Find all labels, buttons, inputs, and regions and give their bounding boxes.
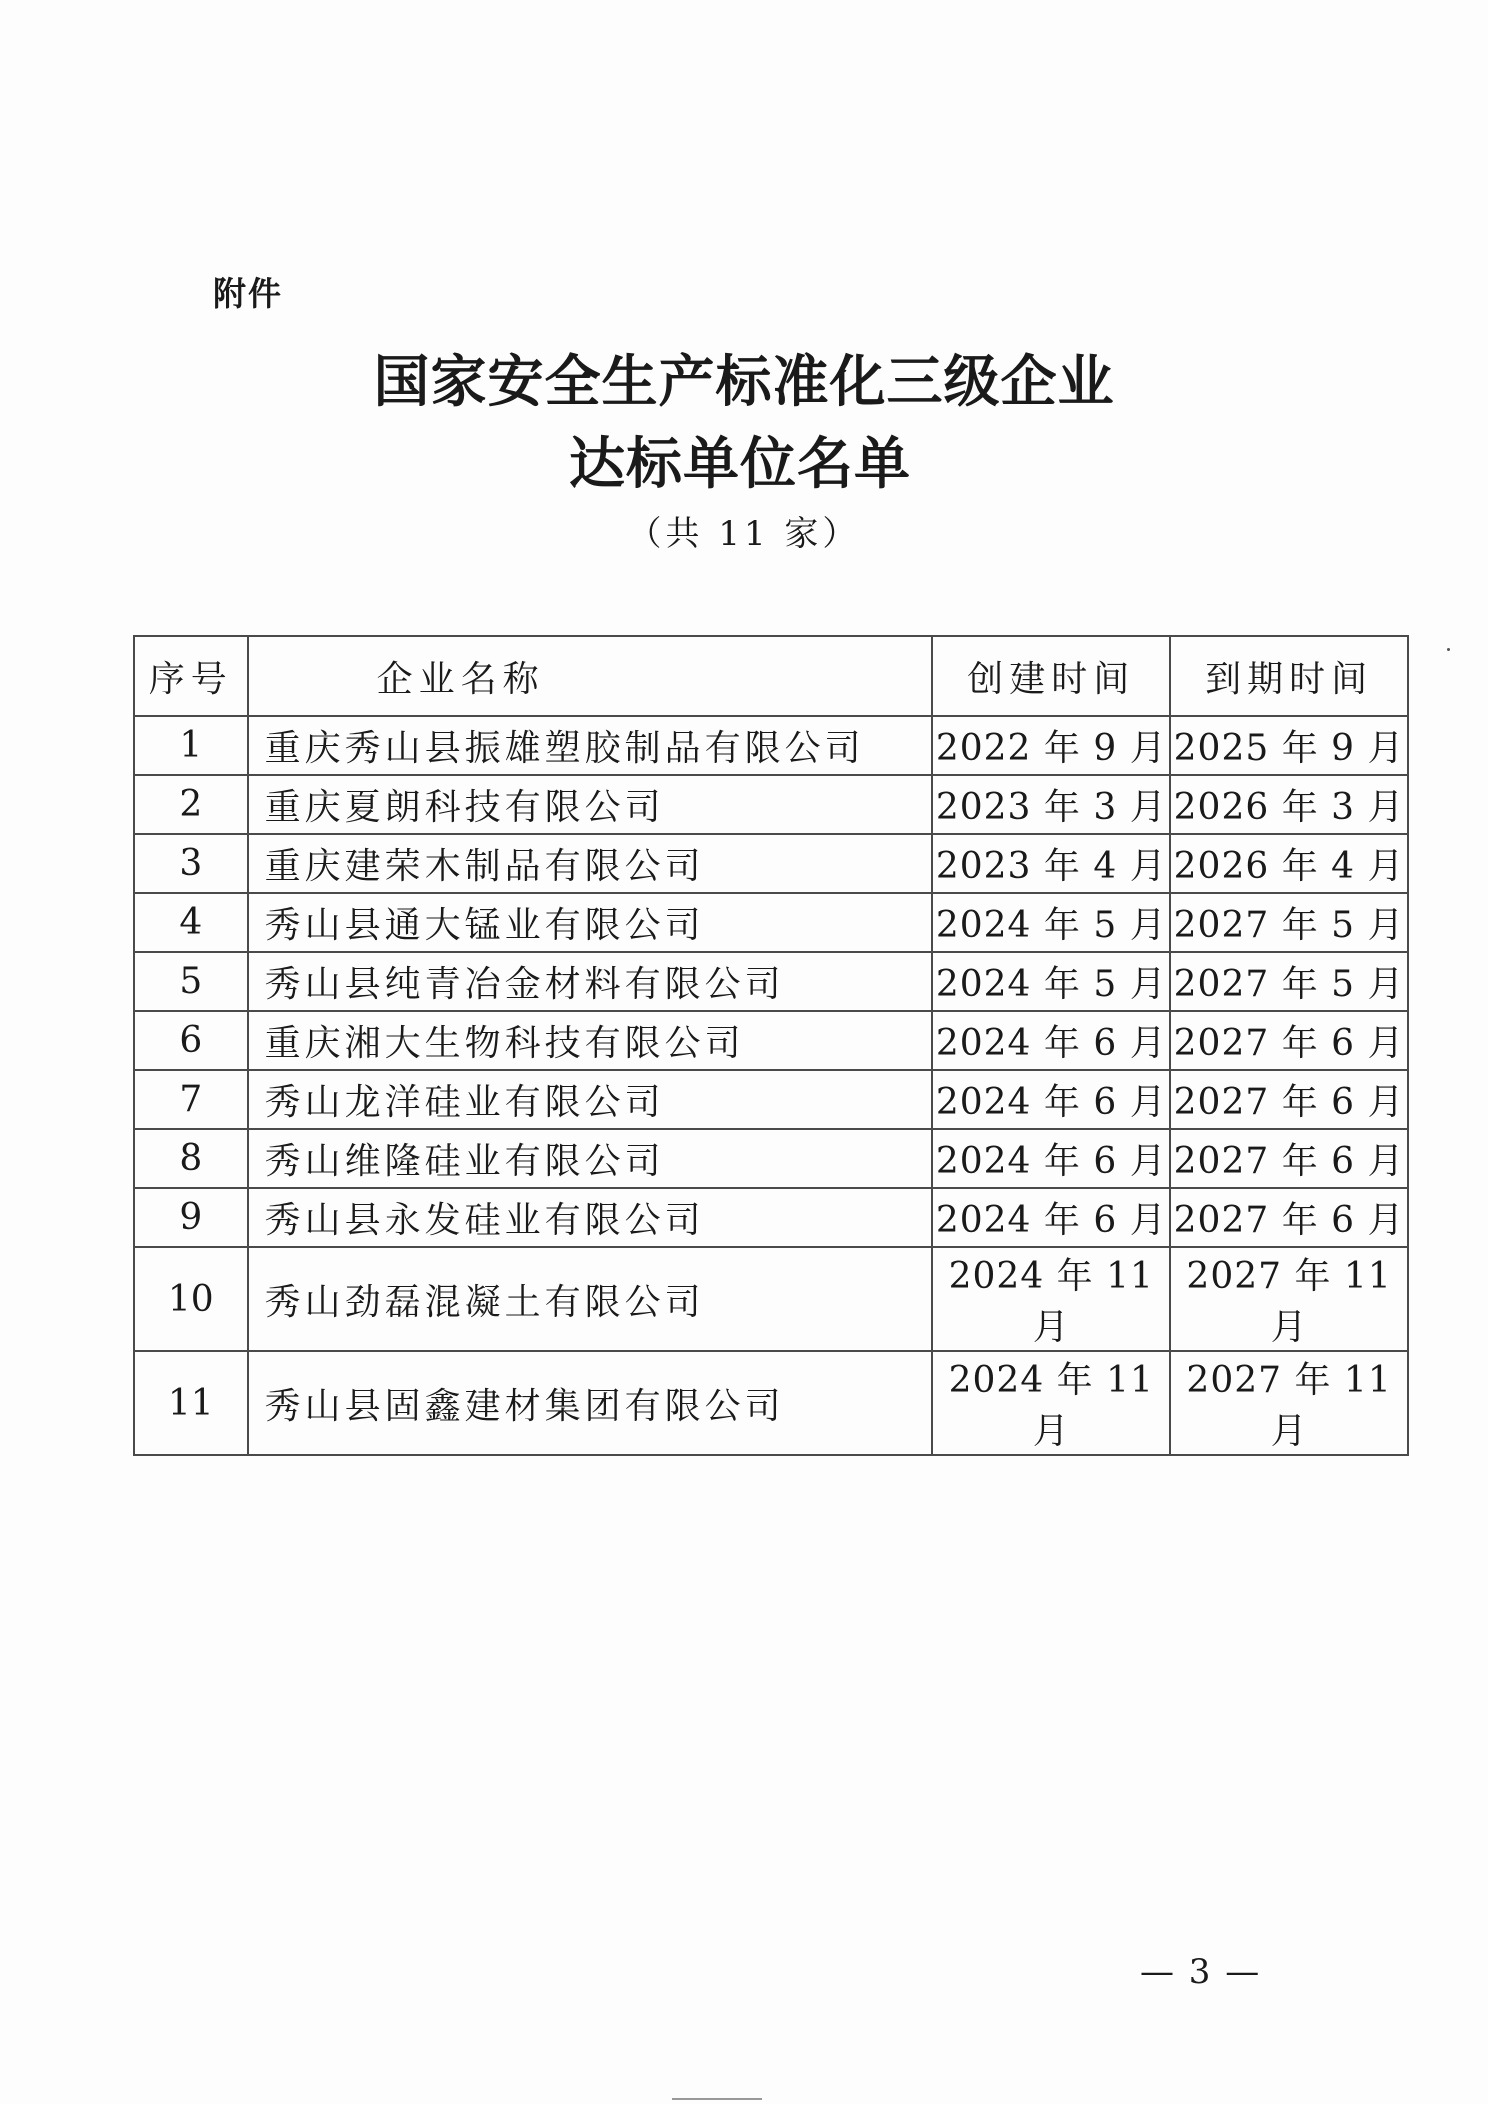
cell-end: 2026 年 4 月 (1170, 834, 1408, 893)
cell-end: 2027 年 5 月 (1170, 893, 1408, 952)
cell-start: 2024 年 6 月 (932, 1129, 1170, 1188)
cell-name: 秀山县通大锰业有限公司 (248, 893, 933, 952)
table-row (134, 834, 1408, 893)
cell-name: 重庆湘大生物科技有限公司 (248, 1011, 933, 1070)
page-number: — 3 — (1140, 1952, 1262, 1992)
table-row (134, 1011, 1408, 1070)
cell-start: 2024 年 5 月 (932, 952, 1170, 1011)
scan-speck (1447, 648, 1450, 651)
table-header-row (134, 636, 1408, 716)
cell-end: 2025 年 9 月 (1170, 716, 1408, 775)
cell-end: 2027 年 11 月 (1170, 1351, 1408, 1455)
table-row (134, 952, 1408, 1011)
cell-name: 重庆建荣木制品有限公司 (248, 834, 933, 893)
cell-no: 9 (134, 1188, 248, 1247)
cell-no: 5 (134, 952, 248, 1011)
page-title-line-1: 国家安全生产标准化三级企业 (373, 350, 1115, 415)
cell-start: 2024 年 6 月 (932, 1070, 1170, 1129)
cell-name: 秀山县纯青冶金材料有限公司 (248, 952, 933, 1011)
table-row (134, 1247, 1408, 1351)
cell-end: 2027 年 6 月 (1170, 1188, 1408, 1247)
cell-no: 2 (134, 775, 248, 834)
cell-name: 重庆夏朗科技有限公司 (248, 775, 933, 834)
cell-start: 2024 年 5 月 (932, 893, 1170, 952)
cell-end: 2027 年 6 月 (1170, 1129, 1408, 1188)
cell-start: 2024 年 6 月 (932, 1011, 1170, 1070)
cell-name: 重庆秀山县振雄塑胶制品有限公司 (248, 716, 933, 775)
table-row (134, 893, 1408, 952)
cell-start: 2022 年 9 月 (932, 716, 1170, 775)
cell-no: 4 (134, 893, 248, 952)
cell-name: 秀山劲磊混凝土有限公司 (248, 1247, 933, 1351)
cell-start: 2023 年 4 月 (932, 834, 1170, 893)
cell-end: 2027 年 6 月 (1170, 1070, 1408, 1129)
header-end: 到期时间 (1170, 636, 1408, 716)
cell-no: 7 (134, 1070, 248, 1129)
header-start: 创建时间 (932, 636, 1170, 716)
cell-no: 8 (134, 1129, 248, 1188)
page-title-line-2: 达标单位名单 (569, 432, 911, 497)
attachment-label: 附件 (213, 274, 283, 313)
cell-end: 2026 年 3 月 (1170, 775, 1408, 834)
cell-start: 2023 年 3 月 (932, 775, 1170, 834)
cell-name: 秀山维隆硅业有限公司 (248, 1129, 933, 1188)
cell-name: 秀山县永发硅业有限公司 (248, 1188, 933, 1247)
cell-end: 2027 年 11 月 (1170, 1247, 1408, 1351)
cell-no: 3 (134, 834, 248, 893)
table-row (134, 716, 1408, 775)
cell-name: 秀山龙洋硅业有限公司 (248, 1070, 933, 1129)
table-row (134, 1188, 1408, 1247)
header-name: 企业名称 (248, 636, 933, 716)
cell-no: 10 (134, 1247, 248, 1351)
company-list-table (133, 635, 1409, 1456)
table-row (134, 1351, 1408, 1455)
table-row (134, 1129, 1408, 1188)
cell-start: 2024 年 11 月 (932, 1351, 1170, 1455)
cell-name: 秀山县固鑫建材集团有限公司 (248, 1351, 933, 1455)
cell-start: 2024 年 6 月 (932, 1188, 1170, 1247)
cell-no: 6 (134, 1011, 248, 1070)
cell-no: 1 (134, 716, 248, 775)
cell-end: 2027 年 6 月 (1170, 1011, 1408, 1070)
cell-no: 11 (134, 1351, 248, 1455)
company-count: （共 11 家） (627, 514, 861, 554)
cell-end: 2027 年 5 月 (1170, 952, 1408, 1011)
cell-start: 2024 年 11 月 (932, 1247, 1170, 1351)
table-row (134, 1070, 1408, 1129)
header-no: 序号 (134, 636, 248, 716)
table-row (134, 775, 1408, 834)
scan-edge-mark (672, 2098, 762, 2100)
